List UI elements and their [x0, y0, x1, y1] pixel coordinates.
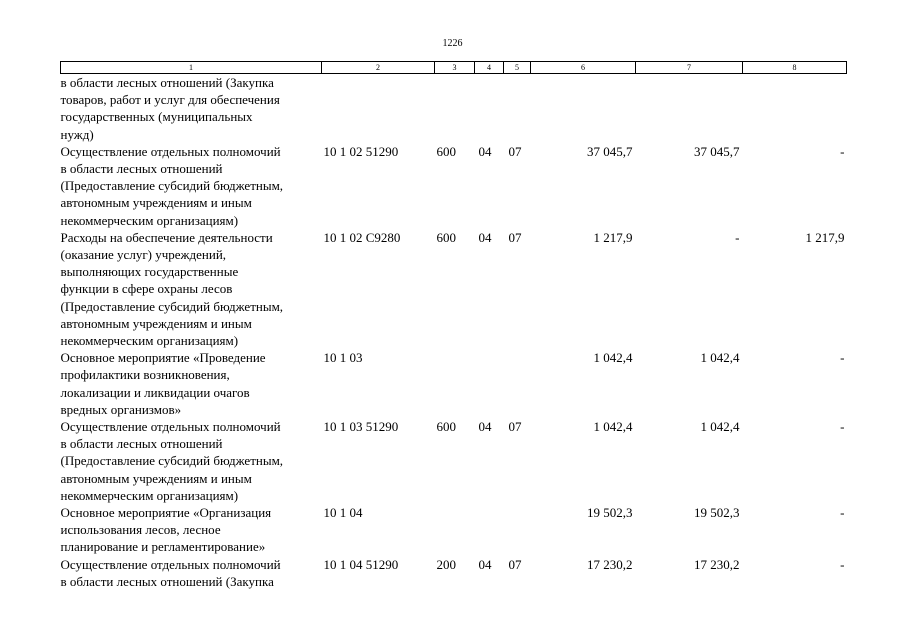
table-row: [61, 349, 847, 418]
row-total: [531, 74, 636, 143]
row-subsection: 07: [508, 143, 522, 159]
column-number-6: 6: [531, 62, 636, 74]
row-name: в области лесных отношений (Закупка товаров, работ и услуг для обеспечения государственных (муниципальных нужд): [60, 75, 280, 142]
table-body: [61, 74, 847, 591]
row-expense-type: [435, 74, 475, 143]
row-regional: -: [840, 350, 845, 366]
row-regional: 1 217,9: [805, 229, 845, 245]
table-row: [61, 143, 847, 229]
row-federal: -: [735, 229, 740, 245]
table-row: [61, 556, 847, 590]
row-expense-type: [435, 349, 475, 418]
table-row: [61, 229, 847, 349]
row-total: 37 045,7: [587, 143, 633, 159]
row-expense-type: 600: [436, 419, 456, 435]
row-section: 04: [478, 143, 492, 159]
row-name: Осуществление отдельных полномочий в области лесных отношений (Закупка: [60, 556, 281, 589]
row-section: [475, 74, 504, 143]
row-target-code: 10 1 03 51290: [323, 419, 399, 435]
row-federal: 17 230,2: [694, 556, 740, 572]
row-total: 19 502,3: [587, 505, 633, 521]
row-target-code: 10 1 03: [323, 350, 363, 366]
row-target-code: 10 1 04: [323, 505, 363, 521]
row-regional: [743, 74, 847, 143]
row-federal: [636, 74, 743, 143]
table-row: [61, 418, 847, 504]
row-total: 17 230,2: [587, 556, 633, 572]
row-subsection: 07: [508, 419, 522, 435]
row-total: 1 217,9: [593, 229, 633, 245]
row-section: 04: [478, 419, 492, 435]
row-target-code: [322, 74, 435, 143]
row-name: Осуществление отдельных полномочий в области лесных отношений (Предоставление субсидий бюджетным, автономным учреждениям и иным некоммерческим организациям): [60, 143, 284, 228]
row-name: Осуществление отдельных полномочий в области лесных отношений (Предоставление субсидий бюджетным, автономным учреждениям и иным некоммерческим организациям): [60, 419, 284, 503]
column-number-row: [61, 62, 847, 74]
column-number-1: 1: [61, 62, 322, 74]
row-target-code: 10 1 02 51290: [323, 143, 399, 159]
row-target-code: 10 1 04 51290: [323, 556, 399, 572]
budget-table: [60, 61, 847, 590]
row-section: 04: [478, 229, 492, 245]
row-subsection: 07: [508, 556, 522, 572]
column-number-3: 3: [435, 62, 475, 74]
row-subsection: [504, 74, 531, 143]
row-total: 1 042,4: [593, 350, 633, 366]
table-header: [61, 62, 847, 74]
row-expense-type: 200: [436, 556, 456, 572]
table-row: [61, 504, 847, 556]
row-federal: 37 045,7: [694, 143, 740, 159]
column-number-2: 2: [322, 62, 435, 74]
row-name: Основное мероприятие «Проведение профилактики возникновения, локализации и ликвидации очагов вредных организмов»: [60, 350, 266, 417]
row-subsection: 07: [508, 229, 522, 245]
row-target-code: 10 1 02 С9280: [323, 229, 401, 245]
row-total: 1 042,4: [593, 419, 633, 435]
row-subsection: [504, 504, 531, 556]
table-row: [61, 74, 847, 143]
row-section: [475, 349, 504, 418]
row-name: Расходы на обеспечение деятельности (оказание услуг) учреждений, выполняющих государственные функции в сфере охраны лесов (Предоставление субсидий бюджетным, автономным учреждениям и иным некоммерческим организациям): [60, 229, 284, 349]
page-number: 1226: [442, 38, 463, 49]
row-expense-type: 600: [436, 229, 456, 245]
row-section: 04: [478, 556, 492, 572]
column-number-8: 8: [743, 62, 847, 74]
row-regional: -: [840, 505, 845, 521]
row-expense-type: 600: [436, 143, 456, 159]
row-regional: -: [840, 556, 845, 572]
row-federal: 1 042,4: [700, 419, 740, 435]
row-section: [475, 504, 504, 556]
row-expense-type: [435, 504, 475, 556]
row-subsection: [504, 349, 531, 418]
row-regional: -: [840, 419, 845, 435]
column-number-5: 5: [504, 62, 531, 74]
row-regional: -: [840, 143, 845, 159]
row-name: Основное мероприятие «Организация использования лесов, лесное планирование и регламентирование»: [60, 505, 272, 555]
column-number-7: 7: [636, 62, 743, 74]
row-federal: 1 042,4: [700, 350, 740, 366]
row-federal: 19 502,3: [694, 505, 740, 521]
column-number-4: 4: [475, 62, 504, 74]
